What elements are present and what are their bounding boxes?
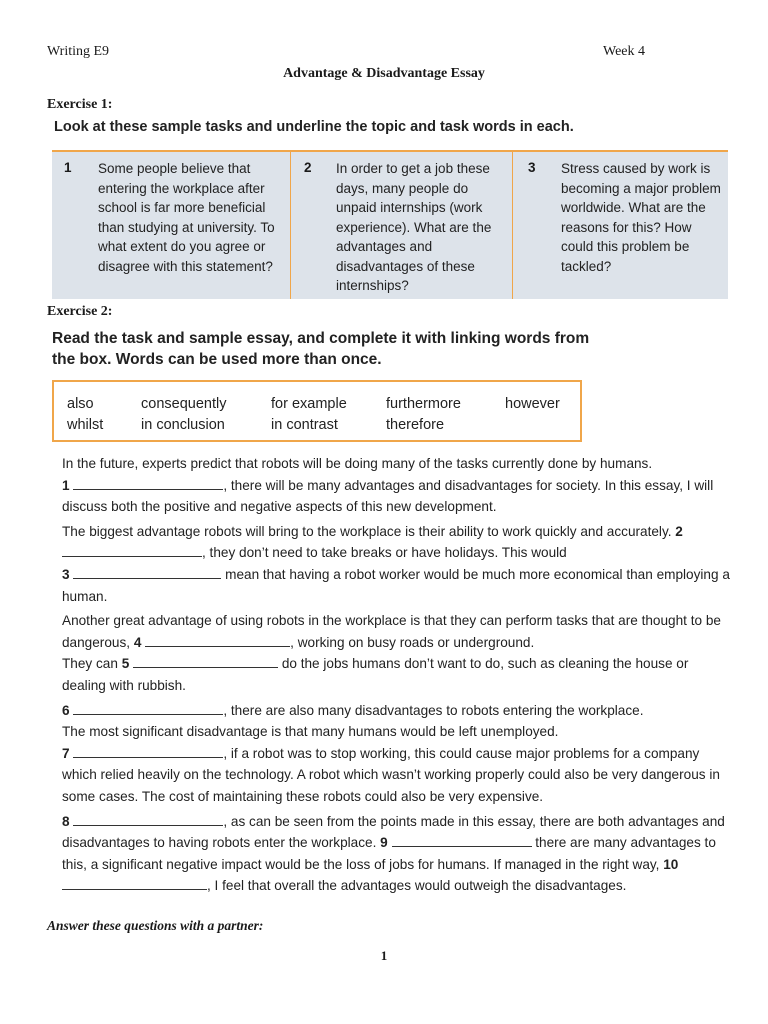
task-text: Some people believe that entering the workplace after school is far more beneficial than studying at university. To what extent do you agree or disagree with this statement? — [98, 161, 275, 274]
document-title: Advantage & Disadvantage Essay — [283, 66, 485, 81]
gap-number: 2 — [675, 523, 683, 539]
sample-tasks-box — [52, 150, 728, 299]
task-number: 3 — [528, 160, 536, 175]
exercise1-instruction: Look at these sample tasks and underline the topic and task words in each. — [54, 119, 574, 135]
course-label: Writing E9 — [47, 44, 110, 59]
gap-blank-1[interactable] — [73, 476, 223, 490]
essay-text: , as can be seen from the points made in this essay, there are both advantages and disadvantages to having robots enter the workplace. — [62, 813, 725, 851]
gap-number: 3 — [62, 566, 70, 582]
essay-text: there are many advantages to this, a significant negative impact would be the loss of jobs for humans. If managed in the right way, — [62, 835, 716, 872]
linking-words-box — [52, 380, 582, 442]
essay-text: mean that having a robot worker would be much more economical than employing a human. — [62, 566, 730, 604]
word-item: consequently — [141, 396, 227, 412]
gap-number: 10 — [663, 856, 679, 872]
essay-text: , they don’t need to take breaks or have holidays. This would — [202, 545, 567, 561]
word-item: also — [67, 396, 94, 412]
word-item: therefore — [386, 417, 445, 433]
exercise1-heading: Exercise 1: — [47, 97, 113, 112]
gap-blank-10[interactable] — [62, 876, 207, 890]
exercise2-heading: Exercise 2: — [47, 304, 113, 319]
partner-questions-prompt: Answer these questions with a partner: — [47, 918, 264, 933]
essay-text: Another great advantage of using robots in the workplace is that they can perform tasks that are thought to be dangerous, — [62, 613, 721, 650]
task-2 — [290, 152, 513, 299]
word-item: in conclusion — [141, 417, 225, 433]
gap-blank-2[interactable] — [62, 543, 202, 557]
gap-blank-4[interactable] — [145, 633, 290, 647]
essay-text: They can — [62, 656, 118, 672]
gap-number: 4 — [133, 634, 142, 650]
gap-number: 9 — [380, 835, 388, 851]
essay-text: The biggest advantage robots will bring to the workplace is their ability to work quickly and accurately. — [62, 523, 672, 539]
essay-text: In the future, experts predict that robots will be doing many of the tasks currently done by humans. — [62, 456, 653, 471]
word-item: in contrast — [271, 417, 338, 433]
essay-paragraph-4 — [62, 700, 732, 808]
essay-text: do the jobs humans don’t want to do, such as cleaning the house or dealing with rubbish. — [62, 656, 689, 693]
essay-paragraph-2 — [62, 521, 732, 607]
task-3 — [512, 152, 728, 299]
sample-essay — [62, 453, 732, 900]
essay-text: , working on busy roads or underground. — [290, 634, 535, 650]
gap-blank-7[interactable] — [73, 744, 223, 758]
gap-number: 1 — [62, 477, 70, 493]
gap-blank-8[interactable] — [73, 812, 223, 826]
essay-text: , there are also many disadvantages to robots entering the workplace. — [223, 702, 644, 718]
task-text: In order to get a job these days, many people do unpaid internships (work experience). What are the advantages and disadvantages of these internships? — [336, 161, 492, 293]
word-item: for example — [271, 396, 347, 412]
task-number: 1 — [64, 160, 72, 175]
gap-number: 7 — [62, 745, 70, 761]
task-number: 2 — [304, 160, 312, 175]
gap-number: 6 — [62, 702, 70, 718]
week-label: Week 4 — [603, 44, 646, 59]
page-number: 1 — [380, 948, 388, 963]
gap-blank-5[interactable] — [133, 654, 278, 668]
essay-text: , there will be many advantages and disadvantages for society. In this essay, I will discuss both the positive and negative aspects of this new development. — [62, 477, 714, 515]
task-text: Stress caused by work is becoming a major problem worldwide. What are the reasons for this? How could this problem be tackled? — [561, 161, 721, 274]
essay-paragraph-3 — [62, 610, 732, 696]
essay-text: , I feel that overall the advantages would outweigh the disadvantages. — [207, 878, 627, 894]
essay-text: , if a robot was to stop working, this could cause major problems for a company which relied heavily on the technology. A robot which wasn’t working properly could also be very dangerous in some cases. The cost of maintaining these robots could also be very expensive. — [62, 745, 720, 804]
word-item: however — [505, 396, 560, 412]
gap-blank-6[interactable] — [73, 701, 223, 715]
essay-paragraph-1 — [62, 453, 732, 518]
gap-number: 5 — [121, 656, 130, 672]
essay-paragraph-5 — [62, 811, 732, 897]
essay-text: The most significant disadvantage is that many humans would be left unemployed. — [62, 724, 559, 740]
task-1 — [52, 152, 291, 299]
exercise2-instruction: Read the task and sample essay, and complete it with linking words from the box. Words can be used more than once. — [52, 330, 590, 368]
gap-blank-9[interactable] — [392, 833, 532, 847]
word-item: whilst — [67, 417, 104, 433]
word-item: furthermore — [386, 396, 461, 412]
gap-number: 8 — [62, 813, 70, 829]
gap-blank-3[interactable] — [73, 565, 221, 579]
